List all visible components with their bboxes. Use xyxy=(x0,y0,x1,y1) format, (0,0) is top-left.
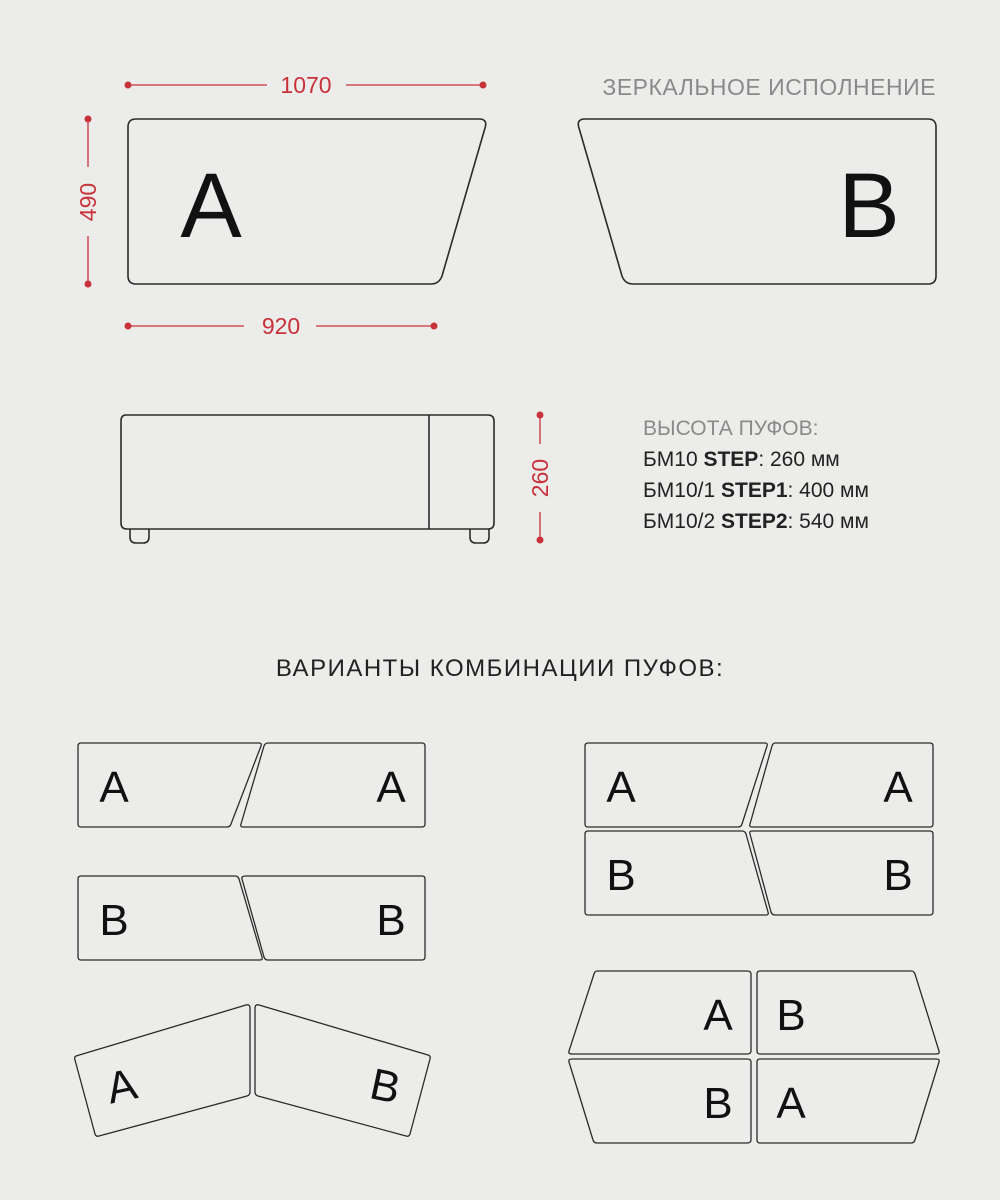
height-row-value: : 400 мм xyxy=(787,479,869,502)
height-row-value: : 260 мм xyxy=(758,448,840,471)
pouf-heights-block xyxy=(643,413,869,537)
height-row xyxy=(643,444,869,475)
height-label: 260 xyxy=(527,458,553,498)
pouf-heights-title: ВЫСОТА ПУФОВ: xyxy=(643,417,819,440)
top-width-dimension xyxy=(125,72,487,98)
combo-stack-a-right-letter: A xyxy=(883,763,913,812)
height-row xyxy=(643,475,869,506)
height-row-prefix: БМ10 xyxy=(643,448,704,471)
combo-grid-a-bottom-letter: A xyxy=(776,1079,806,1128)
combo-grid-a-top-letter: A xyxy=(703,991,733,1040)
top-width-label: 1070 xyxy=(280,72,332,98)
combo-a-a-right-letter: A xyxy=(376,763,406,812)
combo-stack-b-right-letter: B xyxy=(883,851,913,900)
height-row-model: STEP xyxy=(703,448,759,471)
height-row-prefix: БМ10/2 xyxy=(643,510,721,533)
combo-angled-a-b xyxy=(75,1005,431,1136)
combo-angled-a-letter: A xyxy=(102,1059,142,1114)
height-row-prefix: БМ10/1 xyxy=(643,479,721,502)
combo-b-b xyxy=(78,876,425,960)
pouf-a-letter: A xyxy=(180,155,242,257)
height-row xyxy=(643,506,869,537)
height-row-model: STEP1 xyxy=(720,479,788,502)
combo-stack-a-left-letter: A xyxy=(606,763,636,812)
height-dimension xyxy=(527,412,553,544)
combo-grid-b-top-letter: B xyxy=(776,991,806,1040)
combo-angled-b-letter: B xyxy=(365,1059,405,1114)
depth-dimension xyxy=(75,116,101,288)
combo-b-b-left-letter: B xyxy=(99,896,129,945)
bottom-width-dimension xyxy=(125,313,438,339)
mirror-version-title: ЗЕРКАЛЬНОЕ ИСПОЛНЕНИЕ xyxy=(602,74,936,100)
combo-b-b-right-letter: B xyxy=(376,896,406,945)
pouf-side-view xyxy=(121,415,494,543)
combo-a-a-left-letter: A xyxy=(99,763,129,812)
combinations-title: ВАРИАНТЫ КОМБИНАЦИИ ПУФОВ: xyxy=(275,655,725,682)
pouf-b-letter: B xyxy=(838,155,900,257)
combo-grid-b-bottom-letter: B xyxy=(703,1079,733,1128)
combo-stack-aa-bb xyxy=(585,743,933,915)
combo-grid-ab-ba xyxy=(569,971,939,1143)
height-row-value: : 540 мм xyxy=(787,510,869,533)
pouf-b-plan xyxy=(578,119,936,284)
depth-label: 490 xyxy=(75,182,101,222)
height-row-model: STEP2 xyxy=(720,510,788,533)
combo-a-a xyxy=(78,743,425,827)
bottom-width-label: 920 xyxy=(261,313,301,339)
combo-stack-b-left-letter: B xyxy=(606,851,636,900)
pouf-a-plan xyxy=(128,119,486,284)
